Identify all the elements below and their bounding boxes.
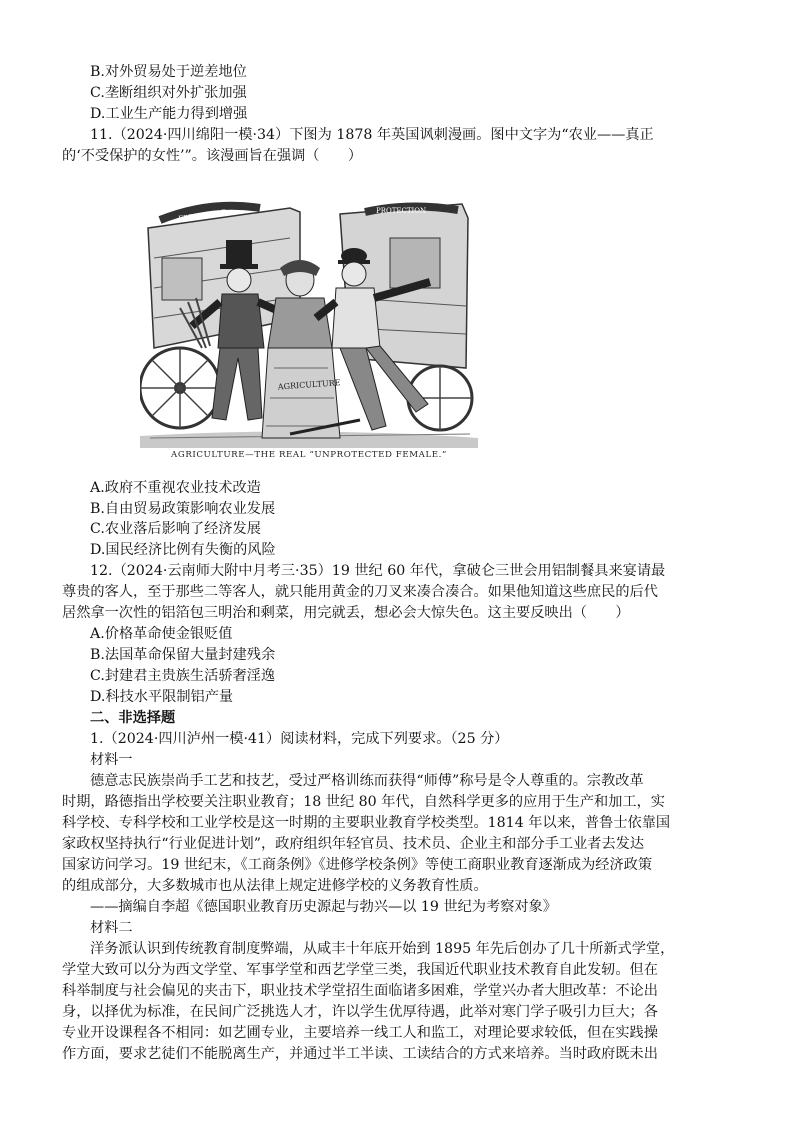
material2-line: 作方面，要求艺徒们不能脱离生产，并通过半工半读、工读结合的方式来培养。当时政府既未出 bbox=[62, 1046, 658, 1062]
q11-option-d: D.国民经济比例有失衡的风险 bbox=[90, 542, 276, 558]
q12-option-d: D.科技水平限制铝产量 bbox=[90, 689, 234, 705]
q11-option-c: C.农业落后影响了经济发展 bbox=[90, 521, 261, 537]
q1-stem: 1.（2024·四川泸州一模·41）阅读材料，完成下列要求。（25 分） bbox=[90, 731, 509, 747]
cartoon-illustration bbox=[140, 198, 478, 448]
material2-line: 洋务派认识到传统教育制度弊端，从咸丰十年底开始到 1895 年先后创办了几十所新式学堂， bbox=[90, 941, 675, 957]
q12-option-b: B.法国革命保留大量封建残余 bbox=[90, 647, 276, 663]
material1-line: 的组成部分，大多数城市也从法律上规定进修学校的义务教育性质。 bbox=[62, 878, 488, 894]
material2-line: 科举制度与社会偏见的夹击下，职业技术学堂招生面临诸多困难，学堂兴办者大胆改革：不论出 bbox=[62, 983, 658, 999]
sign-free-trade: FREE TRADE bbox=[177, 208, 227, 224]
q11-option-b: B.自由贸易政策影响农业发展 bbox=[90, 501, 276, 517]
q10-option-d: D.工业生产能力得到增强 bbox=[90, 106, 248, 122]
dress-label: AGRICULTURE bbox=[277, 378, 341, 392]
cartoon-caption: AGRICULTURE—THE REAL “UNPROTECTED FEMALE.” bbox=[171, 450, 447, 460]
satirical-cartoon bbox=[140, 198, 478, 468]
material1-source: ——摘编自李超《德国职业教育历史源起与勃兴—以 19 世纪为考察对象》 bbox=[90, 899, 557, 915]
material2-line: 专业开设课程各不相同：如艺圃专业，主要培养一线工人和监工，对理论要求较低，但在实践操 bbox=[62, 1025, 658, 1041]
section-title: 二、非选择题 bbox=[90, 710, 176, 726]
q10-option-c: C.垄断组织对外扩张加强 bbox=[90, 85, 247, 101]
material2-title: 材料二 bbox=[90, 920, 133, 936]
q11-stem-line1: 11.（2024·四川绵阳一模·34）下图为 1878 年英国讽刺漫画。图中文字为“农业——真正 bbox=[90, 127, 654, 143]
material1-title: 材料一 bbox=[90, 752, 133, 768]
material1-line: 家政权坚持执行“行业促进计划”，政府组织年轻官员、技术员、企业主和部分手工业者去发达 bbox=[62, 836, 645, 852]
sign-protection: PROTECTION bbox=[376, 207, 427, 215]
q12-stem-line3: 居然拿一次性的铝箔包三明治和剩菜，用完就丢，想必会大惊失色。这主要反映出（ ） bbox=[62, 605, 630, 621]
material1-line: 科学校、专科学校和工业学校是这一时期的主要职业教育学校类型。1814 年以来，普鲁士依靠国 bbox=[62, 815, 671, 831]
material1-line: 德意志民族崇尚手工艺和技艺，受过严格训练而获得“师傅”称号是令人尊重的。宗教改革 bbox=[90, 773, 644, 789]
q12-option-c: C.封建君主贵族生活骄奢淫逸 bbox=[90, 668, 276, 684]
q12-stem-line1: 12.（2024·云南师大附中月考三·35）19 世纪 60 年代，拿破仑三世会用铝制餐具来宴请最 bbox=[90, 563, 666, 579]
material1-line: 国家访问学习。19 世纪末，《工商条例》《进修学校条例》等使工商职业教育逐渐成为经济政策 bbox=[62, 857, 653, 873]
q11-option-a: A.政府不重视农业技术改造 bbox=[90, 480, 261, 496]
material2-line: 身，以择优为标准，在民间广泛挑选人才，许以学生优厚待遇，此举对寒门学子吸引力巨大；各 bbox=[62, 1004, 658, 1020]
q11-stem-line2: 的‘不受保护的女性’”。该漫画旨在强调（ ） bbox=[62, 148, 363, 164]
material1-line: 时期，路德指出学校要关注职业教育；18 世纪 80 年代，自然科学更多的应用于生产和加工，实 bbox=[62, 794, 665, 810]
q10-option-b: B.对外贸易处于逆差地位 bbox=[90, 64, 247, 80]
q12-stem-line2: 尊贵的客人，至于那些二等客人，就只能用黄金的刀叉来凑合凑合。如果他知道这些庶民的后代 bbox=[62, 584, 658, 600]
q12-option-a: A.价格革命使金银贬值 bbox=[90, 626, 233, 642]
material2-line: 学堂大致可以分为西文学堂、军事学堂和西艺学堂三类，我国近代职业技术教育自此发轫。但在 bbox=[62, 962, 658, 978]
